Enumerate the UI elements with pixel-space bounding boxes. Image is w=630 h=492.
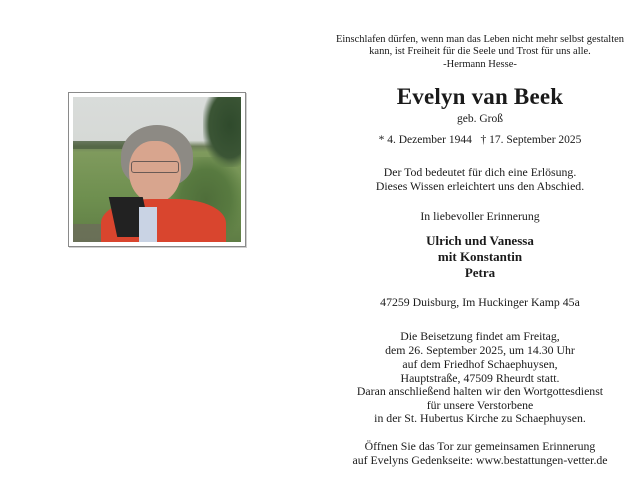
funeral-line: Daran anschließend halten wir den Wortgottesdienst	[356, 384, 604, 398]
memorial-line: Öffnen Sie das Tor zur gemeinsamen Erinnerung	[364, 439, 596, 453]
mourner-line: mit Konstantin	[437, 249, 523, 264]
quote-line: kann, ist Freiheit für die Seele und Trost für uns alle.	[369, 46, 591, 57]
memorial-link[interactable]: auf Evelyns Gedenkseite: www.bestattungen-vetter.de	[352, 453, 608, 467]
quote-author: -Hermann Hesse-	[443, 59, 517, 70]
portrait-photo	[73, 97, 241, 242]
remembrance-intro: In liebevoller Erinnerung	[420, 209, 540, 223]
funeral-line: in der St. Hubertus Kirche zu Schaephuysen.	[374, 411, 586, 425]
maiden-name: geb. Groß	[457, 113, 503, 125]
life-dates: * 4. Dezember 1944 † 17. September 2025	[378, 134, 582, 146]
funeral-line: für unsere Verstorbene	[426, 398, 534, 412]
photo-glasses	[131, 161, 179, 173]
address: 47259 Duisburg, Im Huckinger Kamp 45a	[380, 295, 580, 309]
funeral-line: dem 26. September 2025, um 14.30 Uhr	[385, 343, 575, 357]
message-line: Dieses Wissen erleichtert uns den Abschied.	[375, 179, 585, 193]
funeral-line: auf dem Friedhof Schaephuysen,	[402, 357, 558, 371]
funeral-line: Hauptstraße, 47509 Rheurdt statt.	[400, 371, 560, 385]
quote-line: Einschlafen dürfen, wenn man das Leben nicht mehr selbst gestalten	[335, 34, 625, 45]
funeral-line: Die Beisetzung findet am Freitag,	[400, 329, 560, 343]
mourner-line: Petra	[464, 265, 496, 280]
photo-shirt	[139, 207, 157, 242]
portrait-photo-frame	[68, 92, 246, 247]
message-line: Der Tod bedeutet für dich eine Erlösung.	[383, 165, 577, 179]
mourner-line: Ulrich und Vanessa	[426, 233, 534, 248]
deceased-name: Evelyn van Beek	[396, 84, 564, 109]
